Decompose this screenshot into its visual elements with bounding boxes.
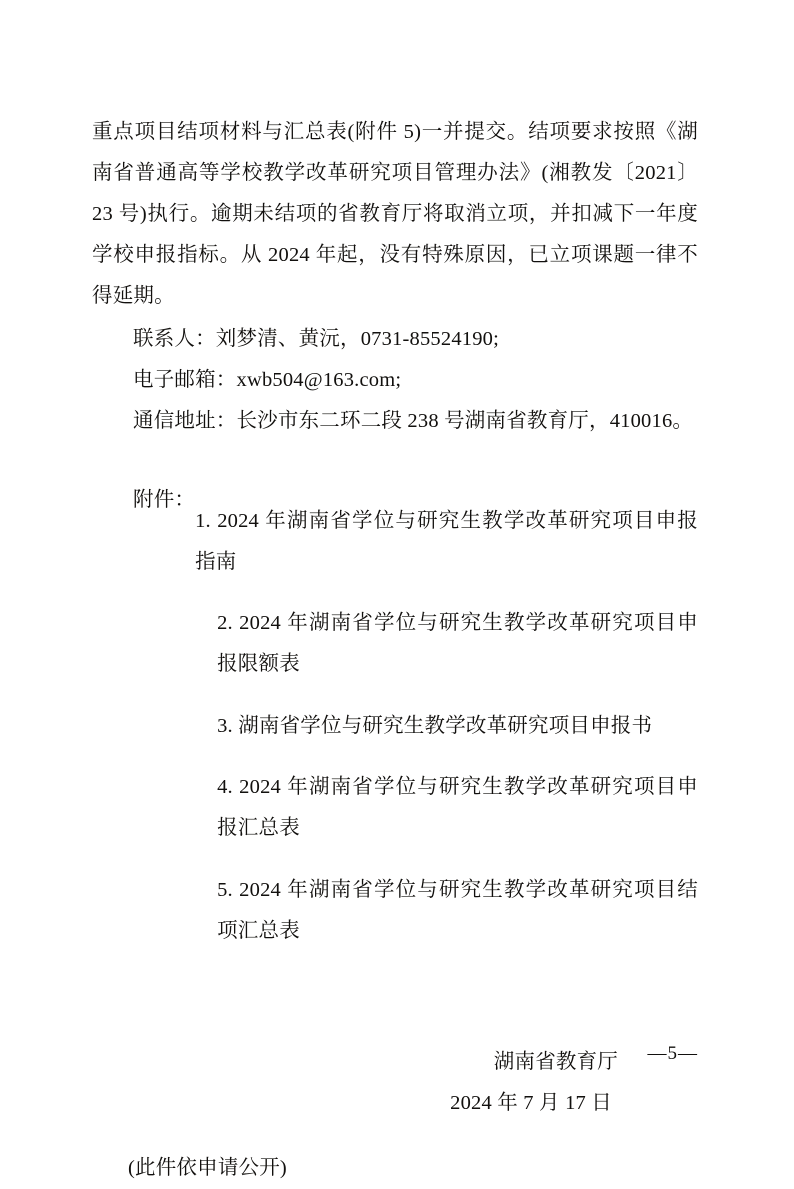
list-item: 4. 2024 年湖南省学位与研究生教学改革研究项目申报汇总表 [217,776,698,839]
document-body [92,112,698,1189]
attachments-list [195,480,698,972]
list-item: 1. 2024 年湖南省学位与研究生教学改革研究项目申报指南 [195,509,698,573]
list-item: 5. 2024 年湖南省学位与研究生教学改革研究项目结项汇总表 [217,878,698,942]
signature-block [92,1042,698,1124]
disclosure-note: (此件依申请公开) [128,1157,287,1179]
contact-block [92,319,698,442]
page-number: —5— [647,1043,698,1064]
attachments-row [92,480,698,972]
main-paragraph: 重点项目结项材料与汇总表(附件 5)一并提交。结项要求按照《湖南省普通高等学校教学改革研究项目管理办法》(湘教发〔2021〕23 号)执行。逾期未结项的省教育厅将取消立项，并扣减下一年度学校申报指标。从 2024 年起，没有特殊原因，已立项课题一律不得延期。 [92,121,698,307]
attachments-block [92,480,698,972]
signature-date: 2024 年 7 月 17 日 [450,1092,612,1114]
contact-person-line: 联系人：刘梦清、黄沅，0731-85524190; [133,328,500,350]
contact-email-line: 电子邮箱：xwb504@163.com; [133,369,402,391]
contact-address-line: 通信地址：长沙市东二环二段 238 号湖南省教育厅，410016。 [133,410,694,432]
list-item: 3. 湖南省学位与研究生教学改革研究项目申报书 [217,714,653,737]
signature-organization: 湖南省教育厅 [493,1051,618,1073]
attachments-label: 附件： [133,489,196,511]
list-item: 2. 2024 年湖南省学位与研究生教学改革研究项目申报限额表 [217,612,698,675]
